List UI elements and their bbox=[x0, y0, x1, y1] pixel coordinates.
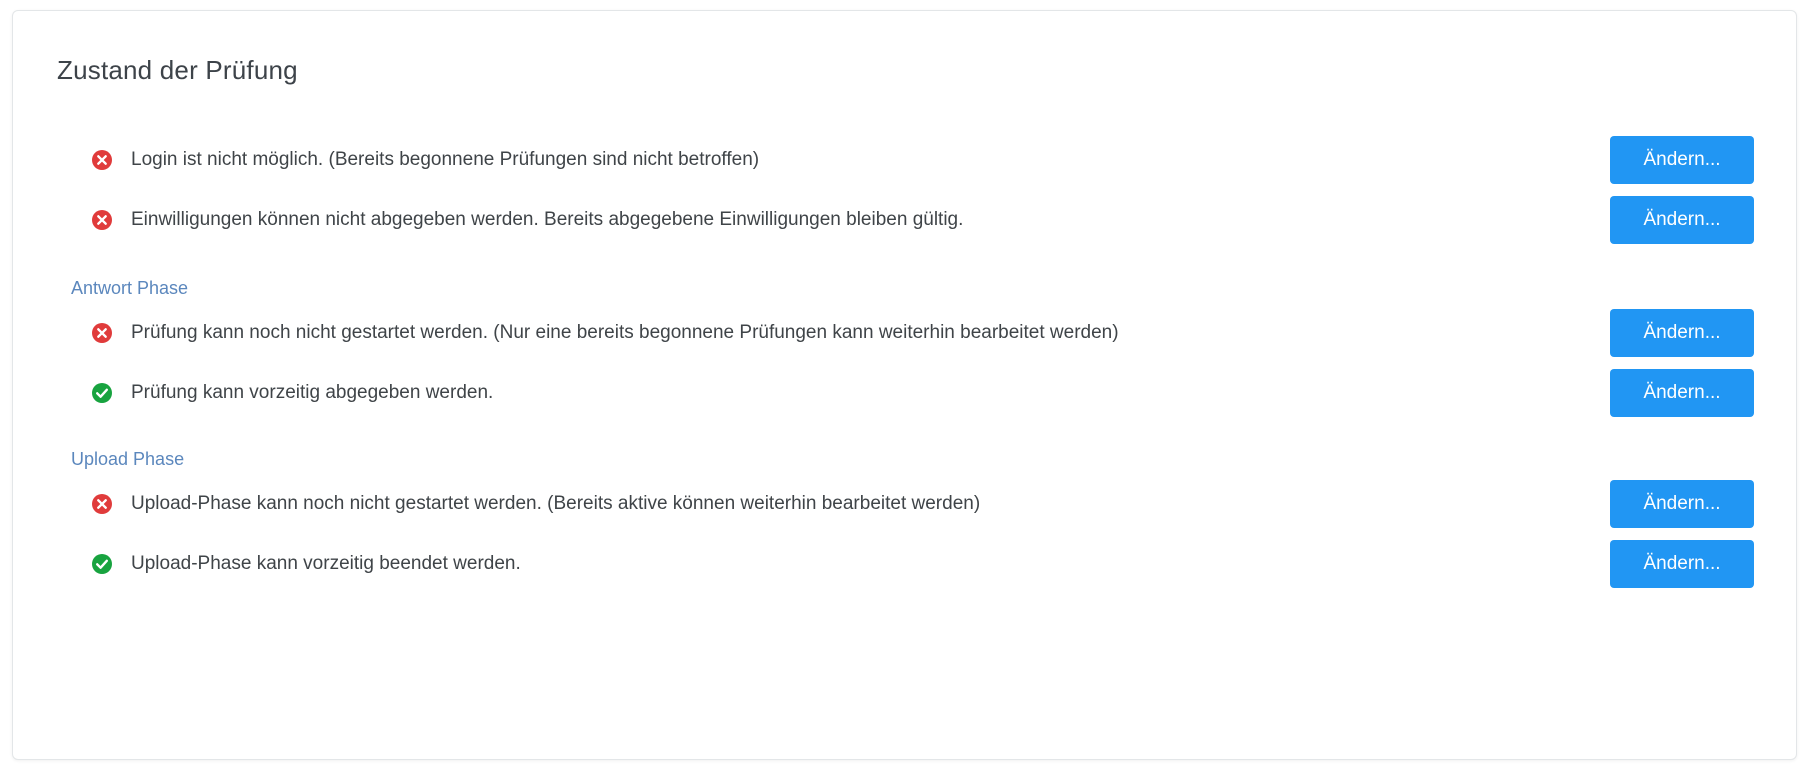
list-item-content bbox=[69, 492, 1295, 517]
list-item-label: Upload-Phase kann noch nicht gestartet werden. (Bereits aktive können weiterhin bearbeitet werden) bbox=[131, 492, 981, 514]
group-label-upload-phase: Upload Phase bbox=[71, 449, 185, 469]
list-item-content bbox=[69, 321, 1364, 346]
list-item bbox=[69, 303, 1754, 363]
change-button[interactable]: Ändern... bbox=[1610, 540, 1754, 589]
list-item bbox=[69, 130, 1754, 190]
list-item-label: Upload-Phase kann vorzeitig beendet werden. bbox=[131, 552, 521, 574]
list-item-content bbox=[69, 148, 1185, 173]
list-item-content bbox=[69, 208, 1287, 233]
change-button[interactable]: Ändern... bbox=[1610, 480, 1754, 529]
exam-state-card bbox=[12, 10, 1797, 760]
error-circle-icon bbox=[91, 209, 113, 231]
list-item-label: Prüfung kann noch nicht gestartet werden. (Nur eine bereits begonnene Prüfungen kann weiterhin bearbeitet werden) bbox=[131, 321, 1119, 343]
change-button[interactable]: Ändern... bbox=[1610, 309, 1754, 358]
error-circle-icon bbox=[91, 322, 113, 344]
error-circle-icon bbox=[91, 493, 113, 515]
change-button[interactable]: Ändern... bbox=[1610, 136, 1754, 185]
check-circle-icon bbox=[91, 553, 113, 575]
list-item bbox=[69, 474, 1754, 534]
change-button[interactable]: Ändern... bbox=[1610, 369, 1754, 418]
check-circle-icon bbox=[91, 382, 113, 404]
list-item bbox=[69, 190, 1754, 250]
list-item-content bbox=[69, 552, 1065, 577]
list-item bbox=[69, 363, 1754, 423]
group-label-antwort-phase: Antwort Phase bbox=[71, 278, 189, 298]
list-item-label: Einwilligungen können nicht abgegeben werden. Bereits abgegebene Einwilligungen bleiben gültig. bbox=[131, 208, 964, 230]
page-title: Zustand der Prüfung bbox=[57, 55, 298, 85]
list-item-label: Prüfung kann vorzeitig abgegeben werden. bbox=[131, 381, 494, 403]
state-list bbox=[13, 130, 1796, 594]
list-item bbox=[69, 534, 1754, 594]
change-button[interactable]: Ändern... bbox=[1610, 196, 1754, 245]
list-item-label: Login ist nicht möglich. (Bereits begonnene Prüfungen sind nicht betroffen) bbox=[131, 148, 760, 170]
list-item-content bbox=[69, 381, 1052, 406]
error-circle-icon bbox=[91, 149, 113, 171]
